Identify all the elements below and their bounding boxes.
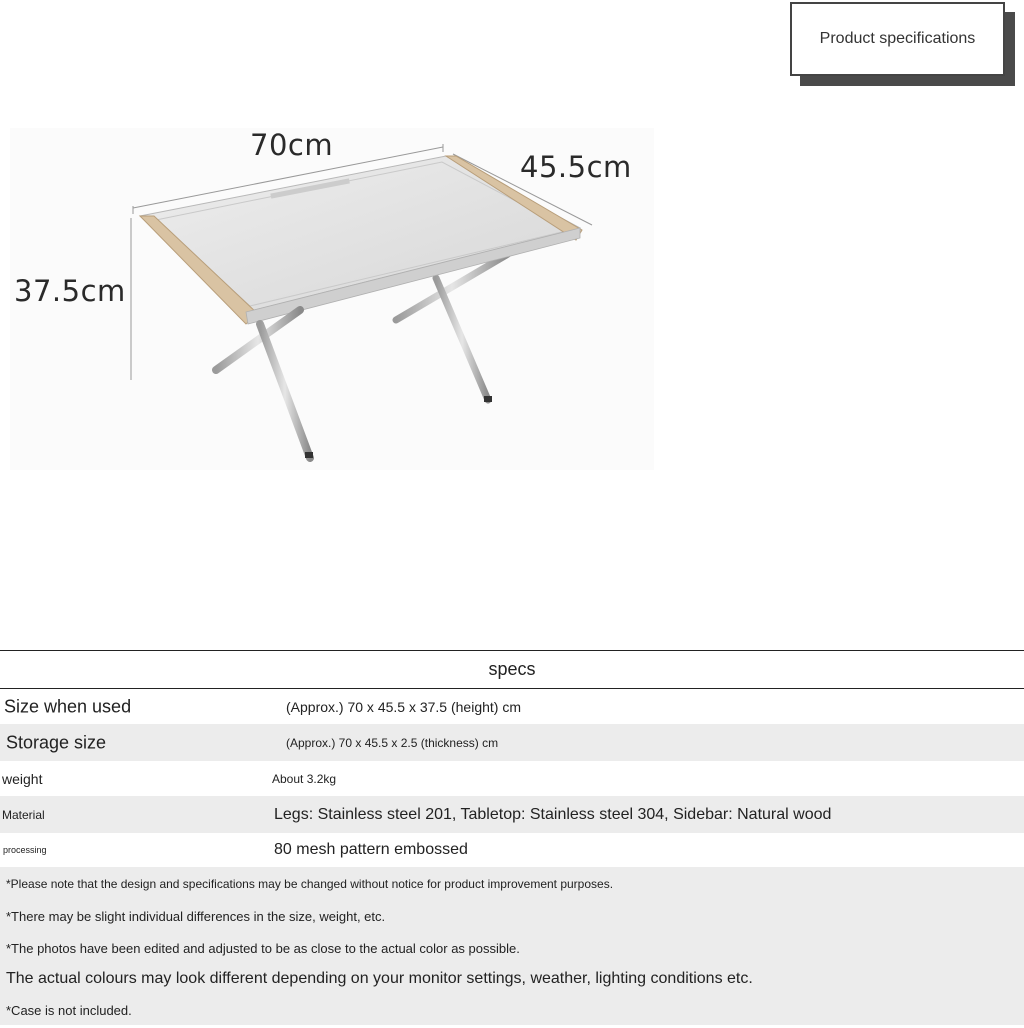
spec-label: Storage size [6,732,107,752]
specs-title: specs [0,651,1024,689]
spec-row-size-when-used [0,689,1024,724]
note-photo-color: *The photos have been edited and adjusted to be as close to the actual color as possible. [0,933,1024,963]
spec-value: 80 mesh pattern embossed [274,841,468,858]
note-case-not-included: *Case is not included. [0,995,1024,1025]
spec-value: (Approx.) 70 x 45.5 x 37.5 (height) cm [286,698,521,715]
spec-label: weight [2,770,43,787]
note-monitor-colours: The actual colours may look different depending on your monitor settings, weather, lighting conditions etc. [0,963,1024,995]
spec-row-weight [0,761,1024,796]
height-dimension-label: 37.5cm [14,274,126,308]
badge-label: Product specifications [819,30,976,47]
note-individual-differences: *There may be slight individual differences in the size, weight, etc. [0,900,1024,933]
spec-row-processing [0,833,1024,867]
spec-row-storage-size [0,724,1024,761]
spec-value: About 3.2kg [272,771,337,786]
product-specifications-badge [790,2,1005,76]
spec-value: Legs: Stainless steel 201, Tabletop: Stainless steel 304, Sidebar: Natural wood [274,805,832,823]
specs-table [0,650,1024,1025]
spec-value: (Approx.) 70 x 45.5 x 2.5 (thickness) cm [286,735,499,750]
note-design-change: *Please note that the design and specifications may be changed without notice for product improvement purposes. [0,867,1024,900]
width-dimension-label: 70cm [250,128,334,162]
depth-dimension-label: 45.5cm [520,150,632,184]
spec-label: Material [2,807,45,822]
spec-label: processing [3,845,47,855]
spec-label: Size when used [4,696,132,716]
spec-row-material [0,796,1024,833]
